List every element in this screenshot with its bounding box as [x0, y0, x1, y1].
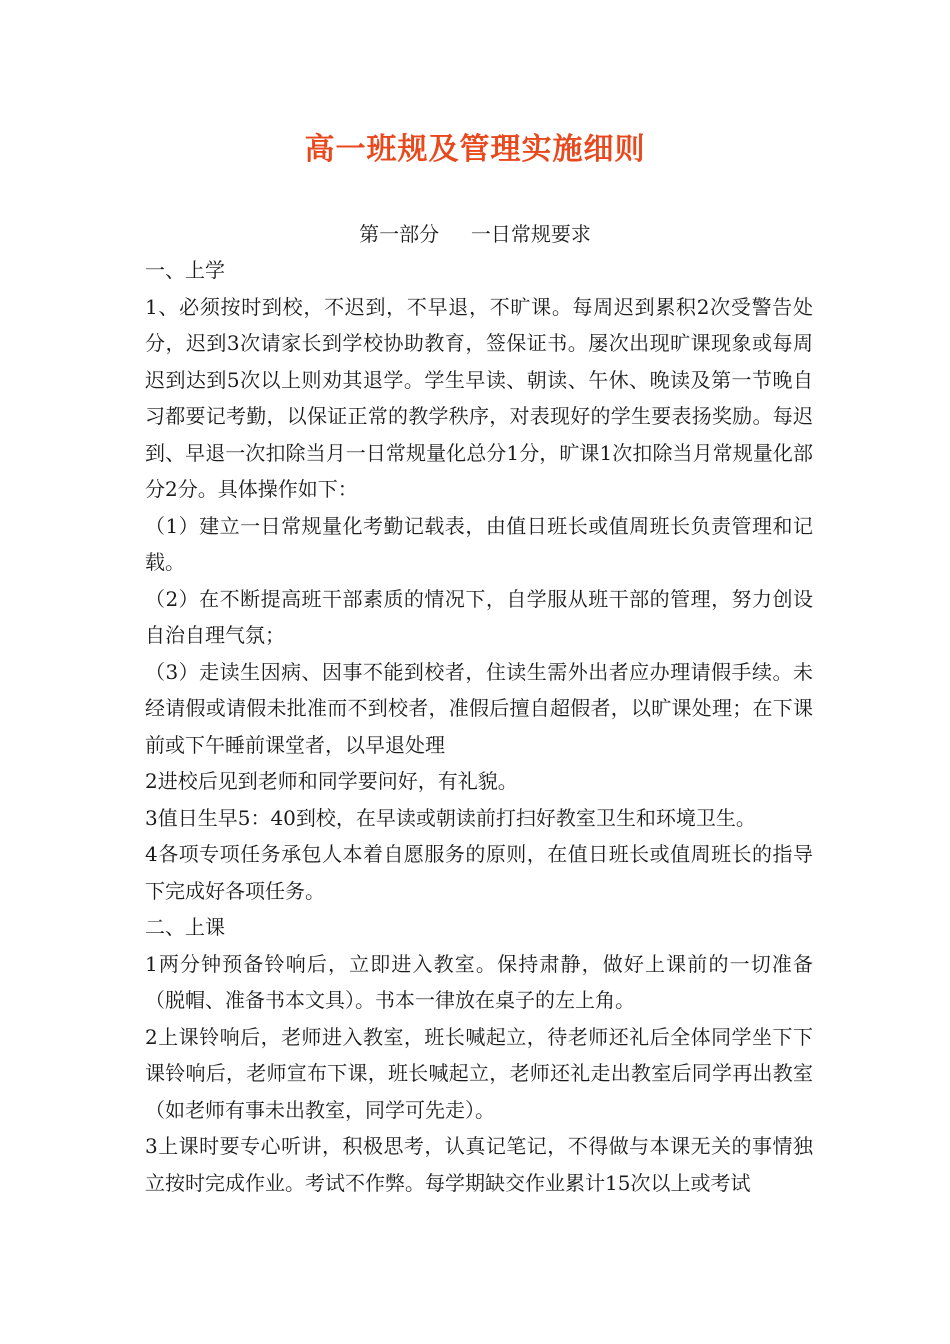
paragraph: 1、必须按时到校，不迟到，不早退，不旷课。每周迟到累积2次受警告处分，迟到3次请家长到学校协助教育，签保证书。屡次出现旷课现象或每周迟到达到5次以上则劝其退学。学生早读、朝读、午休、晚读及第一节晚自习都要记考勤，以保证正常的教学秩序，对表现好的学生要表扬奖励。每迟到、早退一次扣除当月一日常规量化总分1分，旷课1次扣除当月常规量化部分2分。具体操作如下： [145, 294, 813, 501]
document-body [145, 252, 813, 1201]
paragraph: 3上课时要专心听讲，积极思考，认真记笔记，不得做与本课无关的事情独立按时完成作业。考试不作弊。每学期缺交作业累计15次以上或考试 [145, 1134, 813, 1195]
paragraph: 1两分钟预备铃响后，立即进入教室。保持肃静，做好上课前的一切准备（脱帽、准备书本文具）。书本一律放在桌子的左上角。 [145, 951, 813, 1012]
paragraph: （3）走读生因病、因事不能到校者，住读生需外出者应办理请假手续。未经请假或请假未批准而不到校者，准假后擅自超假者，以旷课处理；在下课前或下午睡前课堂者，以早退处理 [145, 659, 813, 757]
document-title: 高一班规及管理实施细则 [304, 132, 646, 167]
part-heading: 第一部分 一日常规要求 [359, 222, 591, 246]
paragraph: 2上课铃响后，老师进入教室，班长喊起立，待老师还礼后全体同学坐下下课铃响后，老师宣布下课，班长喊起立，老师还礼走出教室后同学再出教室（如老师有事未出教室，同学可先走）。 [145, 1024, 813, 1122]
section-heading-class: 二、上课 [145, 915, 225, 939]
paragraph: 4各项专项任务承包人本着自愿服务的原则，在值日班长或值周班长的指导下完成好各项任务。 [145, 842, 813, 903]
paragraph: 2进校后见到老师和同学要问好，有礼貌。 [145, 769, 518, 793]
paragraph: （2）在不断提高班干部素质的情况下，自学服从班干部的管理，努力创设自治自理气氛； [145, 586, 813, 647]
section-heading-attendance: 一、上学 [145, 258, 225, 282]
paragraph: （1）建立一日常规量化考勤记载表，由值日班长或值周班长负责管理和记载。 [145, 513, 813, 574]
paragraph: 3值日生早5：40到校，在早读或朝读前打扫好教室卫生和环境卫生。 [145, 805, 756, 830]
